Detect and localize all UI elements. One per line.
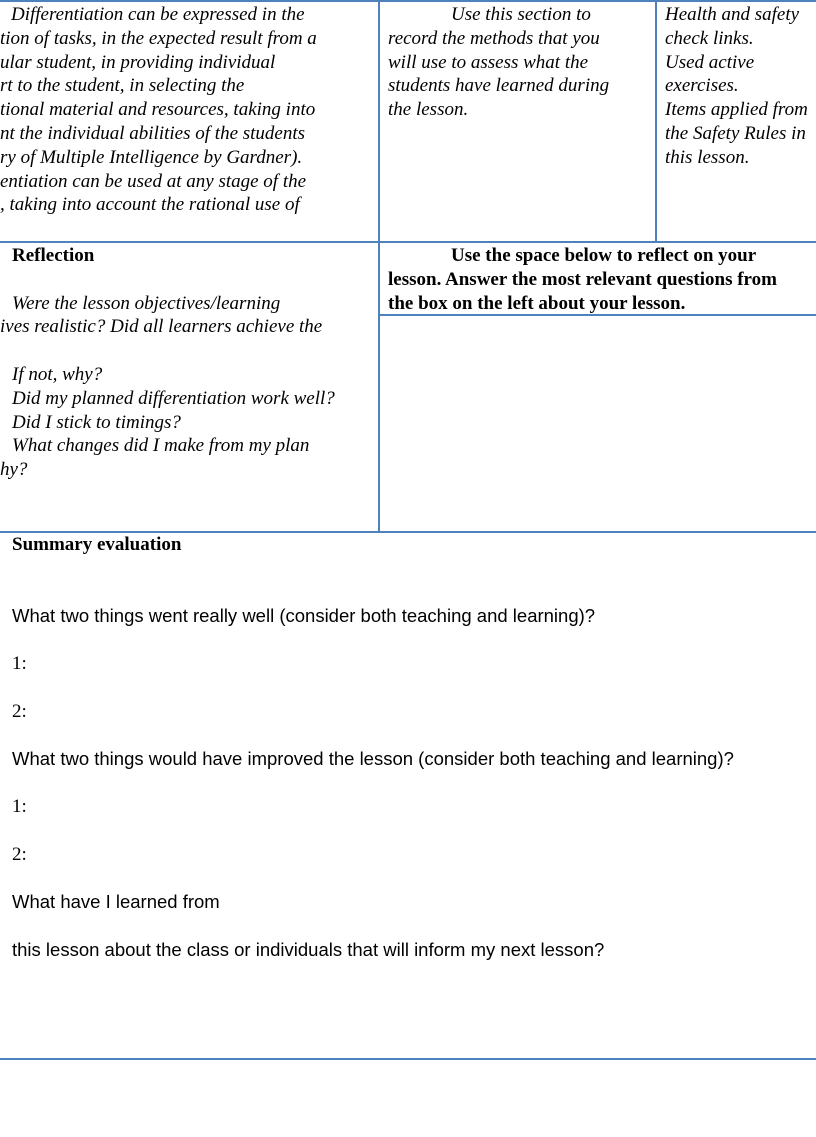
reflection-block (0, 244, 378, 482)
improve-question: What two things would have improved the lesson (consider both teaching and learning)? (12, 748, 734, 769)
reflection-instruction (388, 244, 816, 315)
column-divider-2 (655, 0, 657, 242)
assessment-line: students have learned during (388, 75, 610, 97)
reflection-question: Did my planned differentiation work well? (12, 387, 335, 409)
improve-item-1[interactable]: 1: (12, 796, 27, 817)
reflection-question: What changes did I make from my plan (12, 435, 310, 457)
health-safety-line: Items applied from (665, 99, 808, 121)
health-safety-line: exercises. (665, 75, 739, 97)
row-divider-1 (0, 241, 816, 243)
differentiation-line: entiation can be used at any stage of the (0, 170, 307, 192)
reflection-question: Did I stick to timings? (12, 411, 181, 433)
column-divider-1-top (378, 0, 380, 242)
summary-heading: Summary evaluation (12, 534, 182, 555)
reflection-answer-area[interactable] (380, 316, 816, 531)
reflection-question: If not, why? (12, 363, 103, 385)
assessment-line: will use to assess what the (388, 51, 589, 73)
differentiation-text (0, 3, 378, 217)
differentiation-line: nt the individual abilities of the students (0, 122, 306, 144)
differentiation-line: Differentiation can be expressed in the (11, 4, 305, 25)
health-safety-line: Health and safety (665, 4, 800, 25)
differentiation-line: tional material and resources, taking into (0, 99, 316, 121)
table-bottom-border (0, 1058, 816, 1060)
assessment-line: record the methods that you (388, 27, 600, 49)
differentiation-line: ular student, in providing individual (0, 51, 276, 73)
health-safety-text (665, 3, 816, 170)
assessment-line: the lesson. (388, 99, 469, 121)
learned-question-a: What have I learned from (12, 891, 220, 912)
differentiation-line: ry of Multiple Intelligence by Gardner). (0, 146, 303, 168)
table-top-border (0, 0, 816, 2)
reflection-instruction-line: the box on the left about your lesson. (388, 292, 686, 314)
health-safety-line: the Safety Rules in (665, 122, 806, 144)
row-divider-2 (0, 531, 816, 533)
reflection-instruction-line: lesson. Answer the most relevant questions from (388, 268, 777, 290)
health-safety-line: check links. (665, 27, 754, 49)
learned-question-b: this lesson about the class or individuals that will inform my next lesson? (12, 939, 605, 960)
differentiation-line: tion of tasks, in the expected result from a (0, 27, 317, 49)
differentiation-line: rt to the student, in selecting the (0, 75, 245, 97)
assessment-line: Use this section to (451, 4, 591, 25)
reflection-question: ives realistic? Did all learners achieve the (0, 316, 323, 338)
reflection-question: Were the lesson objectives/learning (12, 292, 281, 314)
went-well-question: What two things went really well (consider both teaching and learning)? (12, 605, 596, 626)
reflection-question: hy? (0, 459, 28, 481)
assessment-text (388, 3, 650, 122)
went-well-item-1[interactable]: 1: (12, 653, 27, 674)
reflection-instruction-line: Use the space below to reflect on your (451, 245, 757, 266)
went-well-item-2[interactable]: 2: (12, 701, 27, 722)
improve-item-2[interactable]: 2: (12, 844, 27, 865)
reflection-heading: Reflection (12, 245, 95, 266)
health-safety-line: Used active (665, 51, 755, 73)
differentiation-line: , taking into account the rational use of (0, 194, 300, 216)
health-safety-line: this lesson. (665, 146, 750, 168)
reflection-question (0, 339, 378, 363)
